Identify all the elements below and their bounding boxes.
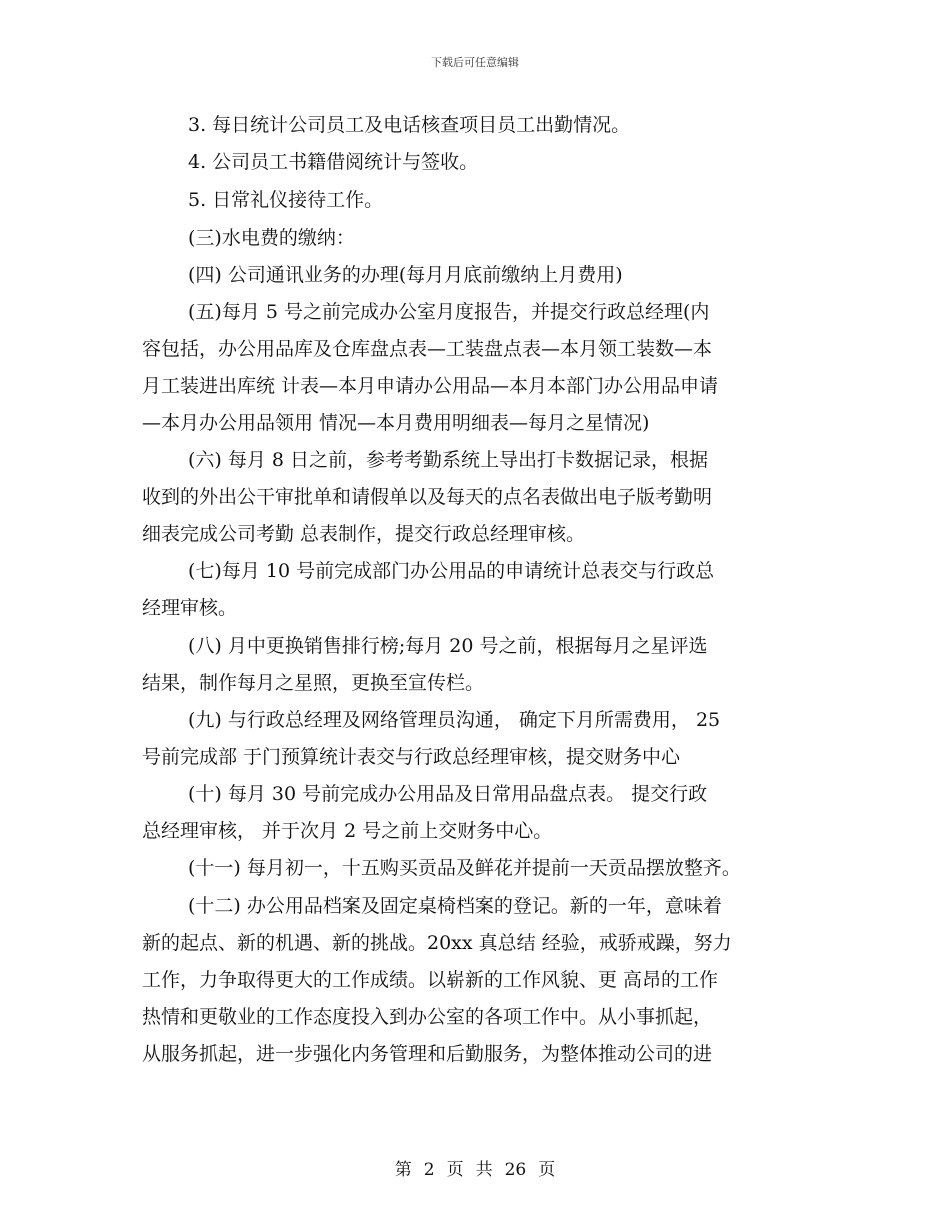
- text-line: (十) 每月 30 号前完成办公用品及日常用品盘点表。 提交行政: [188, 783, 708, 805]
- text-line: 4. 公司员工书籍借阅统计与签收。: [188, 151, 479, 173]
- text-line: (十二) 办公用品档案及固定桌椅档案的登记。新的一年，意味着: [188, 895, 722, 917]
- text-line: 5. 日常礼仪接待工作。: [188, 189, 384, 211]
- text-line: (十一) 每月初一，十五购买贡品及鲜花并提前一天贡品摆放整齐。: [188, 857, 741, 879]
- text-line: (五)每月 5 号之前完成办公室月度报告，并提交行政总经理(内: [188, 301, 710, 323]
- footer-text: 页: [446, 1160, 464, 1180]
- text-line: 结果，制作每月之星照，更换至宣传栏。: [142, 672, 485, 694]
- text-line: 从服务抓起，进一步强化内务管理和后勤服务，为整体推动公司的进: [142, 1043, 713, 1065]
- text-line: 工作，力争取得更大的工作成绩。以崭新的工作风貌、更 高昂的工作: [142, 969, 719, 991]
- footer-text: 页: [538, 1160, 556, 1180]
- text-line: (七)每月 10 号前完成部门办公用品的申请统计总表交与行政总: [188, 560, 715, 582]
- text-line: 热情和更敬业的工作态度投入到办公室的各项工作中。从小事抓起，: [142, 1006, 713, 1028]
- text-line: (六) 每月 8 日之前，参考考勤系统上导出打卡数据记录，根据: [188, 449, 709, 471]
- text-line: 3. 每日统计公司员工及电话核查项目员工出勤情况。: [188, 114, 631, 136]
- text-line: 号前完成部 于门预算统计表交与行政总经理审核，提交财务中心: [142, 746, 681, 768]
- text-line: 收到的外出公干审批单和请假单以及每天的点名表做出电子版考勤明: [142, 486, 713, 508]
- page-footer: [0, 1155, 950, 1180]
- text-line: 细表完成公司考勤 总表制作，提交行政总经理审核。: [142, 523, 586, 545]
- page-header-note: 下载后可任意编辑: [431, 56, 519, 69]
- text-line: (四) 公司通讯业务的办理(每月月底前缴纳上月费用): [188, 264, 623, 286]
- text-line: 新的起点、新的机遇、新的挑战。20xx 真总结 经验，戒骄戒躁，努力: [142, 932, 732, 954]
- text-line: 月工装进出库统 计表—本月申请办公用品—本月本部门办公用品申请: [142, 375, 719, 397]
- page-number: 2: [423, 1160, 435, 1180]
- footer-text: 共: [475, 1160, 493, 1180]
- text-line: 总经理审核， 并于次月 2 号之前上交财务中心。: [142, 820, 553, 842]
- footer-text: 第: [394, 1160, 412, 1180]
- text-line: 容包括，办公用品库及仓库盘点表—工装盘点表—本月领工装数—本: [142, 338, 713, 360]
- text-line: (八) 月中更换销售排行榜;每月 20 号之前，根据每月之星评选: [188, 635, 708, 657]
- total-pages: 26: [504, 1160, 527, 1180]
- text-line: 经理审核。: [142, 597, 238, 619]
- text-line: (九) 与行政总经理及网络管理员沟通， 确定下月所需费用， 25: [188, 709, 721, 731]
- text-line: —本月办公用品领用 情况—本月费用明细表—每月之星情况): [142, 412, 650, 434]
- text-line: (三)水电费的缴纳：: [188, 227, 355, 249]
